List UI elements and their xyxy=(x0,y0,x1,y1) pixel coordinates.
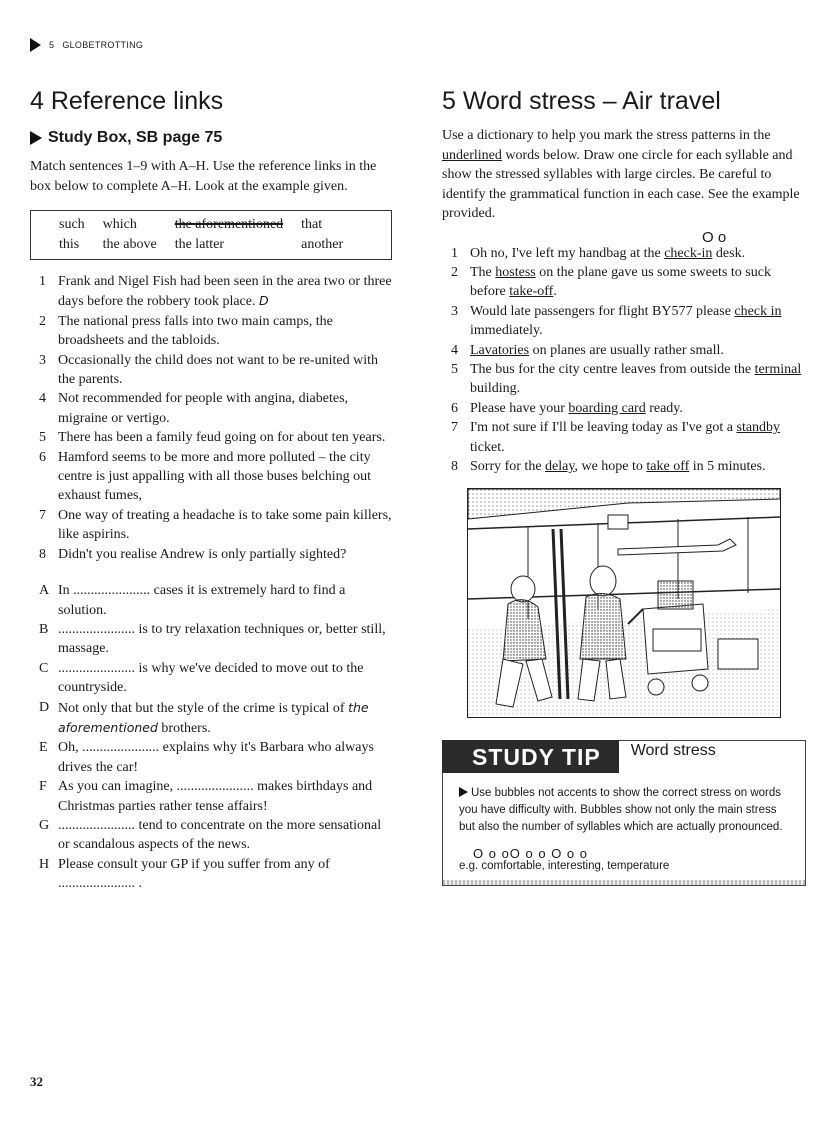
sentence-item: 4 Not recommended for people with angina, diabetes, migraine or vertigo. xyxy=(39,391,349,426)
study-tip-box xyxy=(442,740,806,886)
right-column xyxy=(442,86,808,886)
pointer-icon xyxy=(30,131,42,145)
completion-item: H Please consult your GP if you suffer from any of ...................... . xyxy=(39,856,330,892)
subheading-text: Study Box, SB page 75 xyxy=(48,129,223,146)
sentence-item: 7 One way of treating a headache is to take some pain killers, like aspirins. xyxy=(39,507,392,543)
study-tip-example xyxy=(443,840,805,880)
ref-word: which xyxy=(102,217,137,232)
study-tip-body: Use bubbles not accents to show the correct stress on words you have difficulty with. Bubbles show not only the main stress but also the number of syllables which are actually pronounced. xyxy=(459,787,783,834)
sentence-list xyxy=(30,272,392,564)
word-stress-item: 3 Would late passengers for flight BY577 please check in immediately. xyxy=(451,303,782,339)
sentence-item: 3 Occasionally the child does not want to be re-united with the parents. xyxy=(39,352,378,388)
unit-number: 5 xyxy=(49,40,55,50)
completion-item: B ...................... is to try relaxation techniques or, better still, massage. xyxy=(39,621,386,657)
ref-word: that xyxy=(301,217,323,232)
word-stress-item: 2 The hostess on the plane gave us some sweets to suck before take-off. xyxy=(451,264,771,300)
airport-illustration xyxy=(467,488,781,718)
sentence-item: 8 Didn't you realise Andrew is only partially sighted? xyxy=(39,546,347,562)
example-stress-marks: O o xyxy=(702,228,727,246)
section-5-instructions: Use a dictionary to help you mark the stress patterns in the underlined words below. Draw one circle for each syllable and show the stressed syllables with large circles. Be careful to identify the grammatical function in each case. See the example provided. xyxy=(442,128,800,221)
word-stress-item: 8 Sorry for the delay, we hope to take off in 5 minutes. xyxy=(451,458,766,474)
completion-list xyxy=(30,581,392,894)
section-5-heading: 5 Word stress – Air travel xyxy=(442,87,721,115)
word-stress-item: 6 Please have your boarding card ready. xyxy=(451,400,683,416)
word-stress-item: 1 Oh no, I've left my handbag at the check-in desk. xyxy=(451,245,746,261)
word-stress-item: 5 The bus for the city centre leaves from outside the terminal building. xyxy=(451,361,802,397)
completion-item: F As you can imagine, ...................... makes birthdays and Christmas parties rather tense affairs! xyxy=(39,779,373,814)
ref-word: such xyxy=(59,217,85,232)
ref-word: the latter xyxy=(174,237,225,252)
travellers-drawing xyxy=(468,489,780,717)
completion-item: E Oh, ...................... explains why it's Barbara who always drives the car! xyxy=(39,740,374,775)
word-stress-item: 4 Lavatories on planes are usually rather small. xyxy=(451,342,724,358)
reference-links-box xyxy=(30,210,392,260)
tip-bottom-rule xyxy=(443,880,805,885)
ref-word: another xyxy=(301,237,344,252)
word-stress-item: 7 I'm not sure if I'll be leaving today as I've got a standby ticket. xyxy=(451,420,781,455)
ref-word: this xyxy=(59,237,80,252)
word-stress-list xyxy=(442,244,808,477)
stress-bubbles: O o oO o o O o o xyxy=(473,846,588,862)
example-words: e.g. comfortable, interesting, temperature xyxy=(459,860,670,873)
unit-title: GLOBETROTTING xyxy=(62,40,144,50)
pointer-icon xyxy=(459,787,468,797)
page-number: 32 xyxy=(30,1074,43,1089)
sentence-item: 5 There has been a family feud going on for about ten years. xyxy=(39,430,386,446)
ref-word-crossed-out: the aforementioned xyxy=(174,217,284,232)
section-4-instructions: Match sentences 1–9 with A–H. Use the reference links in the box below to complete A–H. Look at the example given. xyxy=(30,159,377,194)
completion-item: D Not only that but the style of the crime is typical of the aforementioned brothers. xyxy=(39,699,369,736)
example-answer: the aforementioned xyxy=(58,699,369,735)
arrow-icon xyxy=(30,38,41,52)
section-4-heading: 4 Reference links xyxy=(30,87,224,115)
completion-item: C ...................... is why we've decided to move out to the countryside. xyxy=(39,660,364,696)
sentence-item: 2 The national press falls into two main camps, the broadsheets and the tabloids. xyxy=(39,313,333,349)
sentence-item: 1 Frank and Nigel Fish had been seen in the area two or three days before the robbery took place. D xyxy=(39,274,392,310)
study-tip-label: STUDY TIP xyxy=(442,740,619,773)
completion-item: G ...................... tend to concentrate on the more sensational or scandalous aspects of the news. xyxy=(39,817,382,853)
study-tip-title: Word stress xyxy=(630,742,716,760)
ref-word: the above xyxy=(102,237,157,252)
left-column xyxy=(30,86,392,894)
running-head xyxy=(30,38,143,52)
example-answer: D xyxy=(258,293,269,309)
study-box-subheading xyxy=(30,129,392,147)
study-tip-header xyxy=(443,741,805,773)
sentence-item: 6 Hamford seems to be more and more polluted – the city centre is just appalling with all those buses belching out exhaust fumes, xyxy=(39,449,371,504)
completion-item: A In ...................... cases it is extremely hard to find a solution. xyxy=(39,583,346,618)
